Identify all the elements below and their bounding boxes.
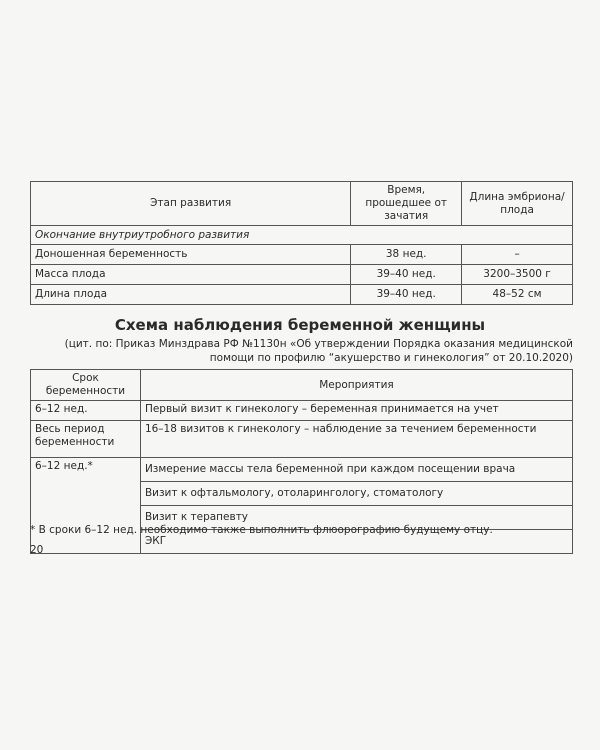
footnote: * В сроки 6–12 нед. необходимо также выполнить флюорографию будущему отцу. (30, 524, 493, 536)
cell-length: 48–52 см (462, 285, 573, 305)
column-header-length: Длина эмбриона/ плода (462, 182, 573, 226)
cell-time: 39–40 нед. (351, 265, 462, 285)
table-row (31, 265, 573, 285)
table-header-row (31, 370, 573, 401)
column-header-term: Срок беременности (31, 370, 141, 401)
cell-term: Весь период беременности (31, 421, 141, 458)
cell-action: Первый визит к гинекологу – беременная принимается на учет (140, 401, 572, 421)
cell-action: ЭКГ (140, 530, 572, 554)
page-number: 20 (30, 544, 44, 556)
column-header-stage: Этап развития (31, 182, 351, 226)
cell-action: Измерение массы тела беременной при каждом посещении врача (140, 458, 572, 482)
column-header-time: Время, прошедшее от зачатия (351, 182, 462, 226)
embryo-development-table (30, 181, 573, 305)
cell-length: 3200–3500 г (462, 265, 573, 285)
section-subtitle: (цит. по: Приказ Минздрава РФ №1130н «Об утверждении Порядка оказания медицинской помощи по профилю “акушерство и гинекология” от 20.10.2020) (64, 338, 573, 364)
cell-time: 38 нед. (351, 245, 462, 265)
cell-stage: Масса плода (31, 265, 351, 285)
cell-action: 16–18 визитов к гинекологу – наблюдение за течением беременности (140, 421, 572, 458)
table-row (31, 401, 573, 421)
cell-stage: Доношенная беременность (31, 245, 351, 265)
cell-term: 6–12 нед.* (31, 458, 141, 554)
table-row (31, 458, 573, 482)
table-section-row (31, 226, 573, 245)
cell-stage: Длина плода (31, 285, 351, 305)
cell-term: 6–12 нед. (31, 401, 141, 421)
column-header-actions: Мероприятия (140, 370, 572, 401)
table-row (31, 421, 573, 458)
cell-length: – (462, 245, 573, 265)
cell-time: 39–40 нед. (351, 285, 462, 305)
table-header-row (31, 182, 573, 226)
table-row (31, 285, 573, 305)
section-title: Схема наблюдения беременной женщины (114, 316, 486, 334)
table-row (31, 245, 573, 265)
section-row-label: Окончание внутриутробного развития (31, 226, 573, 245)
cell-action: Визит к терапевту (140, 506, 572, 530)
cell-action: Визит к офтальмологу, отоларингологу, стоматологу (140, 482, 572, 506)
